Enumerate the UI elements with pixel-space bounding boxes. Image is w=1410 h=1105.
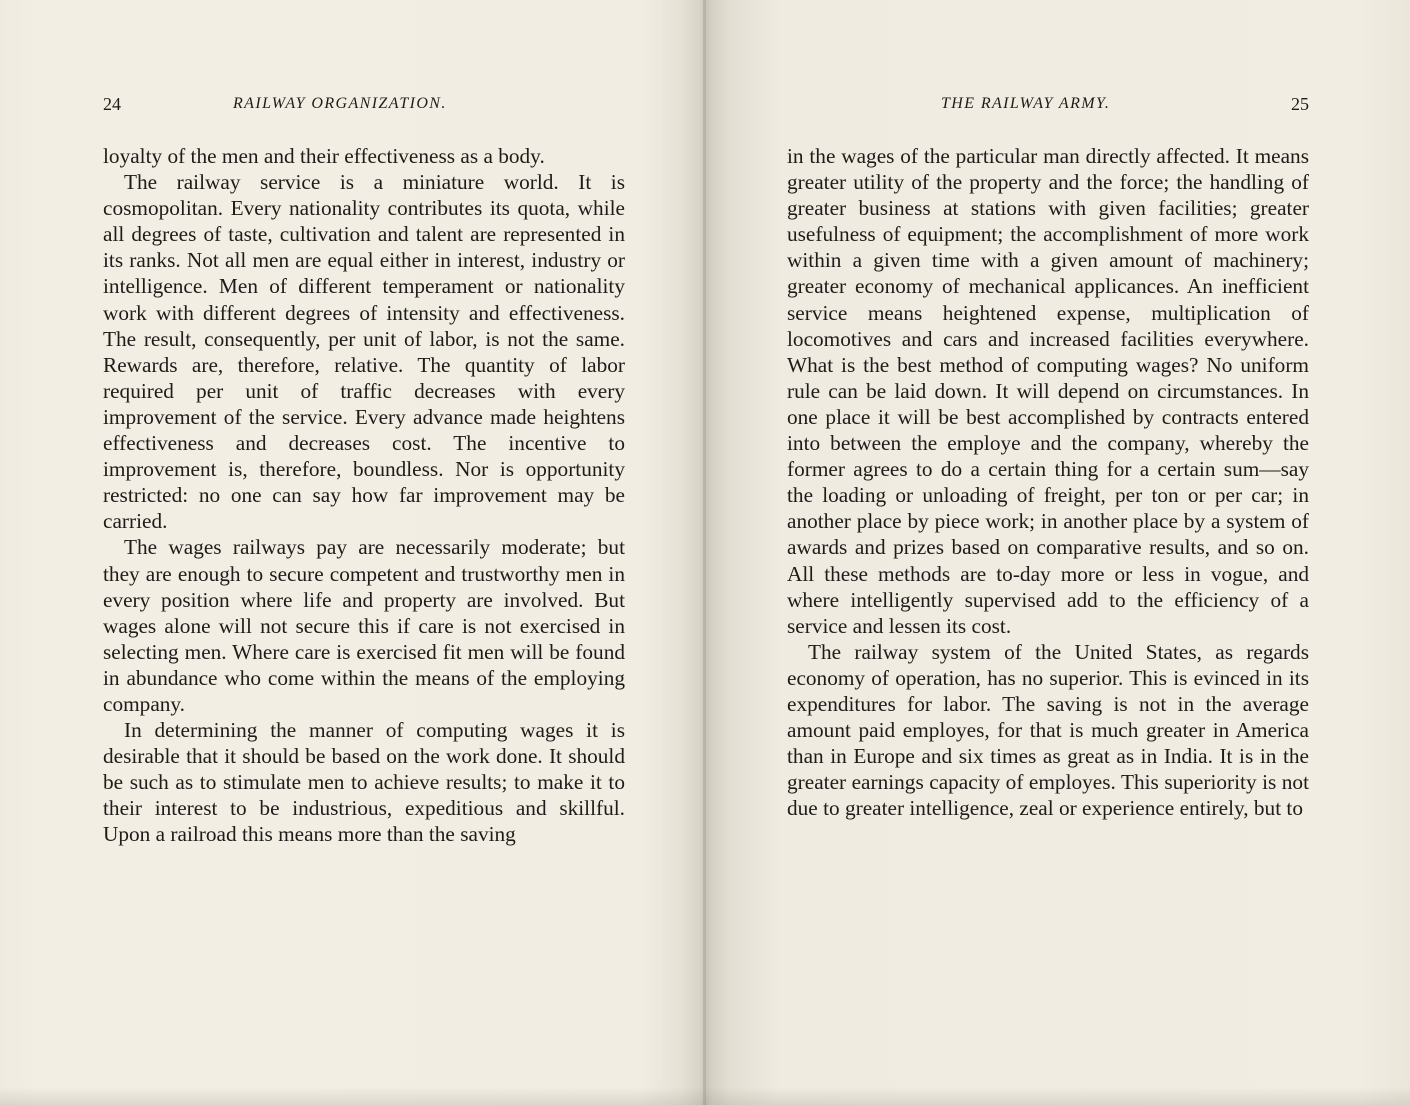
left-page-number: 24	[103, 94, 121, 114]
left-paragraph-2: The railway service is a miniature world. It is cosmopolitan. Every nationality contributes its quota, while all degrees of taste, cultivation and talent are represented in its ranks. Not all men are equal either in interest, industry or intelligence. Men of different temperament or nationality work with different degrees of intensity and effectiveness. The result, consequently, per unit of labor, is not the same. Rewards are, therefore, relative. The quantity of labor required per unit of traffic decreases with every improvement of the service. Every advance made heightens effectiveness and decreases cost. The incentive to improvement is, therefore, boundless. Nor is opportunity restricted: no one can say how far improvement may be carried.	[103, 170, 625, 534]
right-running-head	[787, 92, 1309, 116]
left-running-title: RAILWAY ORGANIZATION.	[233, 95, 447, 112]
page-bottom-shadow	[0, 1087, 1410, 1105]
left-body-text	[103, 143, 625, 848]
left-paragraph-3: The wages railways pay are necessarily moderate; but they are enough to secure competent and trustworthy men in every position where life and property are involved. But wages alone will not secure this if care is not exercised in selecting men. Where care is exercised fit men will be found in abundance who come within the means of the employing company.	[103, 535, 625, 716]
left-paragraph-1: loyalty of the men and their effectiveness as a body.	[103, 144, 545, 168]
left-paragraph-4: In determining the manner of computing wages it is desirable that it should be based on the work done. It should be such as to stimulate men to achieve results; to make it to their interest to be industrious, expeditious and skillful. Upon a railroad this means more than the saving	[103, 718, 625, 847]
right-paragraph-2: The railway system of the United States, as regards economy of operation, has no superior. This is evinced in its expenditures for labor. The saving is not in the average amount paid employes, for that is much greater in America than in Europe and six times as great as in India. It is in the greater earnings capacity of employes. This superiority is not due to greater intelligence, zeal or experience entirely, but to	[787, 639, 1309, 821]
right-page	[787, 92, 1309, 821]
right-running-title: THE RAILWAY ARMY.	[941, 95, 1111, 112]
right-page-number: 25	[1291, 94, 1309, 114]
left-running-head	[103, 92, 625, 116]
book-gutter	[703, 0, 706, 1105]
right-paragraph-1: in the wages of the particular man directly affected. It means greater utility of the property and the force; the handling of greater business at stations with given facilities; greater usefulness of equipment; the accomplishment of more work within a given time with a given amount of machinery; greater economy of mechanical applicances. An inefficient service means heightened expense, multiplication of locomotives and cars and increased facilities everywhere. What is the best method of computing wages? No uniform rule can be laid down. It will depend on circumstances. In one place it will be best accomplished by contracts entered into between the employe and the company, whereby the former agrees to do a certain thing for a certain sum—say the loading or unloading of freight, per ton or per car; in another place by piece work; in another place by a system of awards and prizes based on comparative results, and so on. All these methods are to-day more or less in vogue, and where intelligently supervised add to the efficiency of a service and lessen its cost.	[787, 144, 1309, 638]
right-body-text	[787, 143, 1309, 821]
left-page	[103, 92, 625, 848]
